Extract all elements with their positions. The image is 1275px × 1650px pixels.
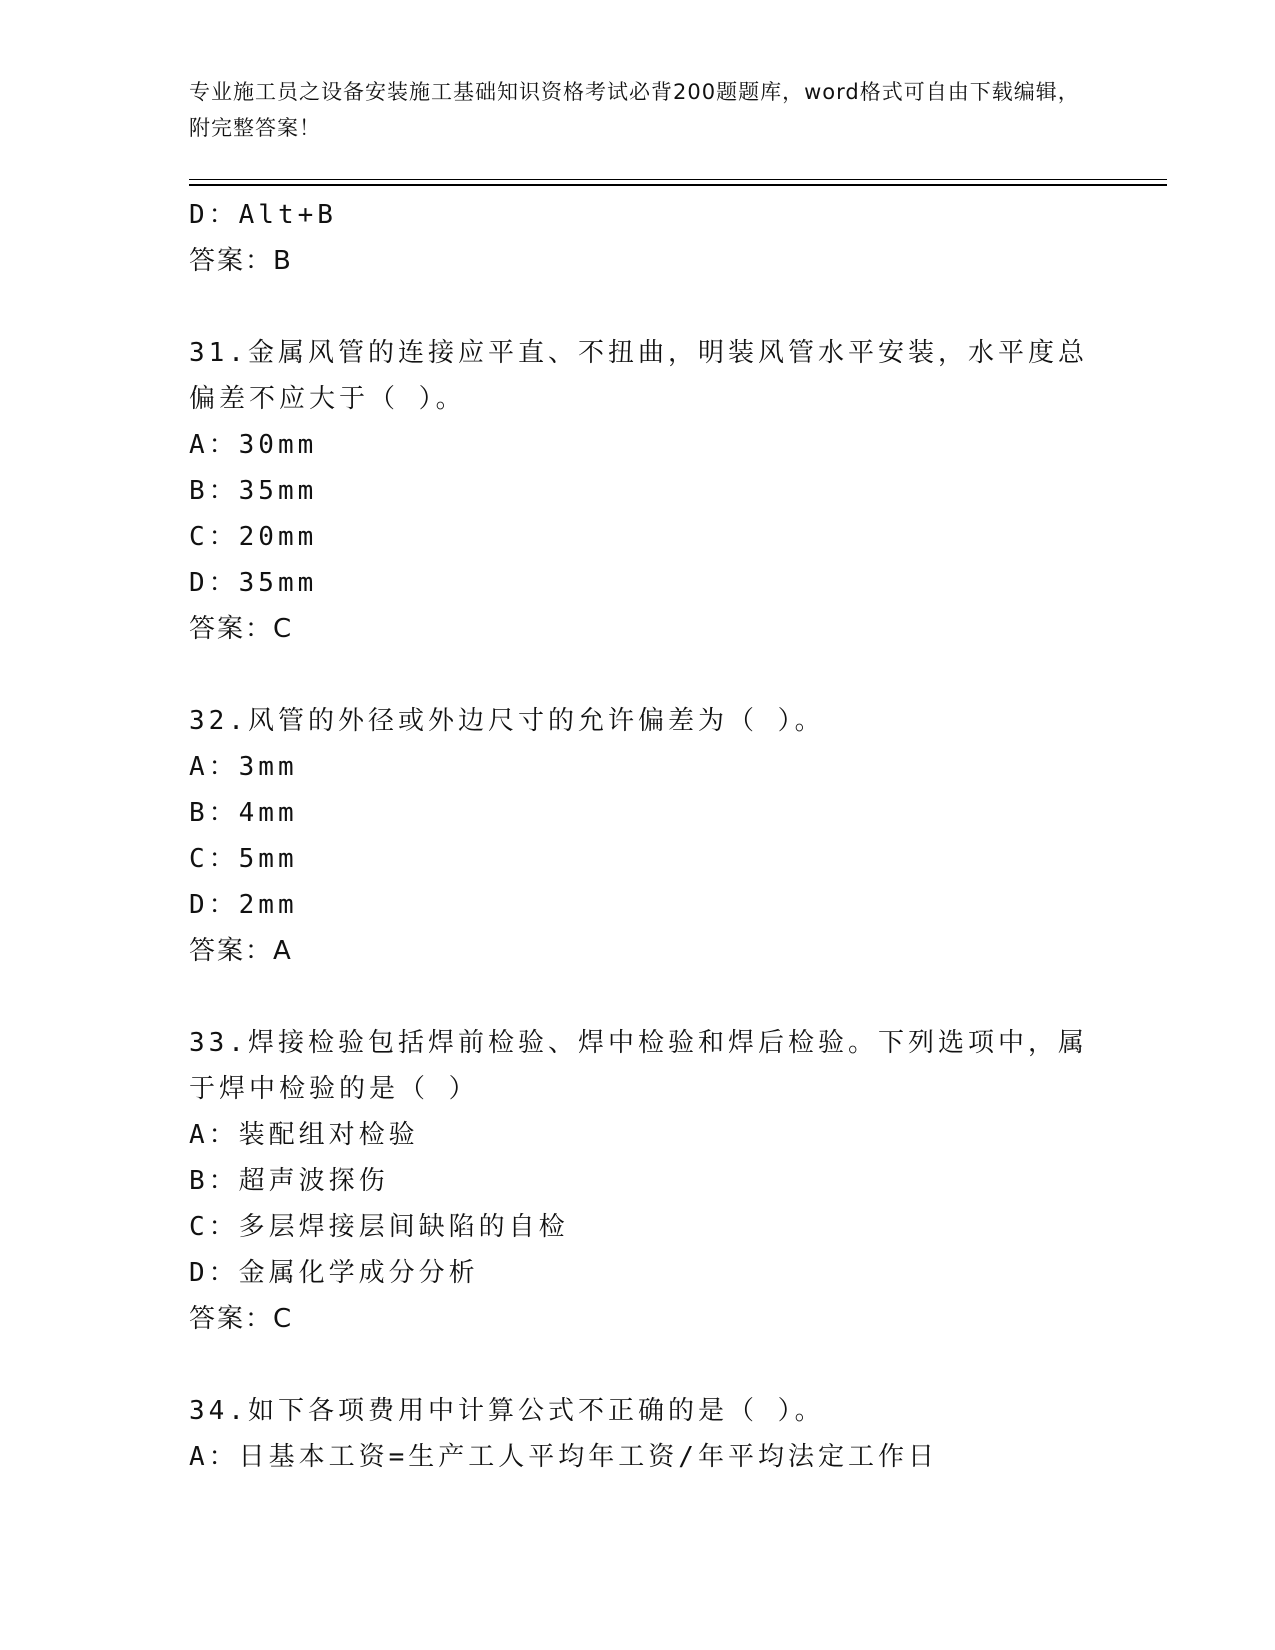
header-divider-thin [189, 179, 1167, 180]
option-d: D：35mm [189, 568, 318, 598]
option-d: D：金属化学成分分析 [189, 1258, 479, 1288]
answer-line: 答案：C [189, 614, 294, 644]
option-a: A：装配组对检验 [189, 1120, 419, 1150]
option-d: D：2mm [189, 890, 298, 920]
question-text: 34.如下各项费用中计算公式不正确的是（ ）。 [189, 1396, 825, 1426]
answer-line: 答案：A [189, 936, 293, 966]
spacer [189, 284, 1089, 330]
question-block [189, 1020, 1089, 1342]
option-d: D：Alt+B [189, 200, 337, 230]
answer-line: 答案：B [189, 246, 293, 276]
question-block [189, 1388, 1089, 1480]
question-list [189, 192, 1089, 1480]
header-divider-thick [189, 184, 1167, 186]
question-text: 31.金属风管的连接应平直、不扭曲，明装风管水平安装，水平度总偏差不应大于（ ）。 [189, 338, 1088, 414]
option-c: C：5mm [189, 844, 298, 874]
option-a: A：日基本工资=生产工人平均年工资/年平均法定工作日 [189, 1442, 938, 1472]
option-b: B：超声波探伤 [189, 1166, 389, 1196]
option-a: A：3mm [189, 752, 298, 782]
question-text: 32.风管的外径或外边尺寸的允许偏差为（ ）。 [189, 706, 825, 736]
spacer [189, 974, 1089, 1020]
spacer [189, 652, 1089, 698]
spacer [189, 1342, 1089, 1388]
page-header: 专业施工员之设备安装施工基础知识资格考试必背200题题库，word格式可自由下载编辑，附完整答案！ [189, 80, 1080, 140]
option-c: C：20mm [189, 522, 318, 552]
question-block [189, 698, 1089, 974]
answer-line: 答案：C [189, 1304, 294, 1334]
option-b: B：35mm [189, 476, 318, 506]
option-a: A：30mm [189, 430, 318, 460]
option-b: B：4mm [189, 798, 298, 828]
question-text: 33.焊接检验包括焊前检验、焊中检验和焊后检验。下列选项中，属于焊中检验的是（ ） [189, 1028, 1088, 1104]
option-c: C：多层焊接层间缺陷的自检 [189, 1212, 569, 1242]
question-block [189, 330, 1089, 652]
